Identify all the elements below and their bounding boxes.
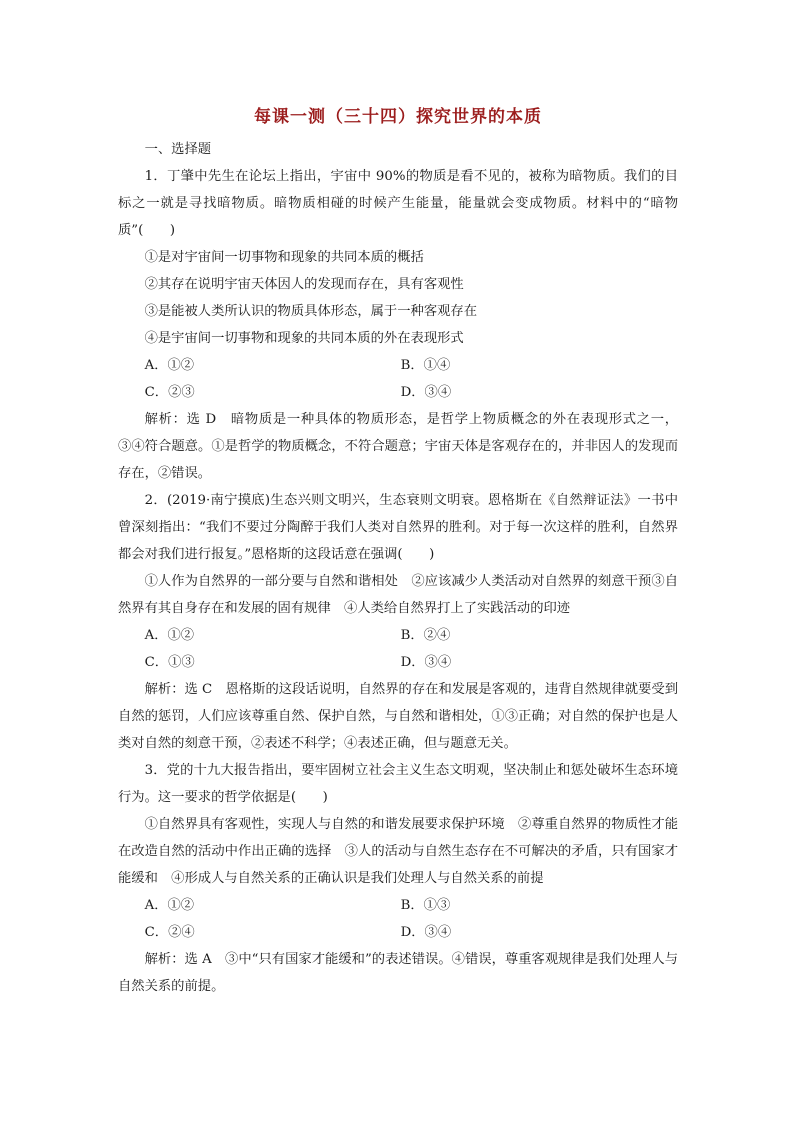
question-2-choice-d: D．③④ [400, 655, 452, 670]
question-3-stem: 3．党的十九大报告指出，要牢固树立社会主义生态文明观，坚决制止和惩处破坏生态环境行为。这一要求的哲学依据是( ) [118, 763, 678, 805]
question-2-stem: 2．(2019·南宁摸底)生态兴则文明兴，生态衰则文明衰。恩格斯在《自然辩证法》一书中曾深刻指出：“我们不要过分陶醉于我们人类对自然界的胜利。对于每一次这样的胜利，自然界都会对我们进行报复。”恩格斯的这段话意在强调( ) [118, 493, 678, 562]
question-1-choice-a: A．①② [144, 358, 195, 373]
question-3-choice-d: D．③④ [400, 925, 452, 940]
question-3-choices-row-1 [118, 892, 678, 919]
question-3-choice-a: A．①② [144, 898, 195, 913]
question-3-choices-row-2 [118, 919, 678, 946]
document-body [118, 136, 678, 1000]
question-1-choices-row-1 [118, 352, 678, 379]
question-2-choice-c: C．①③ [144, 655, 195, 670]
question-1-stem: 1．丁肇中先生在论坛上指出，宇宙中 90%的物质是看不见的，被称为暗物质。我们的目标之一就是寻找暗物质。暗物质相碰的时候产生能量，能量就会变成物质。材料中的“暗物质”( ) [118, 169, 678, 238]
question-3-options: ①自然界具有客观性，实现人与自然的和谐发展要求保护环境 ②尊重自然界的物质性才能在改造自然的活动中作出正确的选择 ③人的活动与自然生态存在不可解决的矛盾，只有国家才能缓和 ④形成人与自然关系的正确认识是我们处理人与自然关系的前提 [118, 817, 678, 886]
question-3-choice-c: C．②④ [144, 925, 195, 940]
question-1-choice-c: C．②③ [144, 385, 195, 400]
document-page [118, 0, 678, 1123]
question-2-options: ①人作为自然界的一部分要与自然和谐相处 ②应该减少人类活动对自然界的刻意干预③自然界有其自身存在和发展的固有规律 ④人类给自然界打上了实践活动的印迹 [118, 574, 678, 616]
question-1-choice-d: D．③④ [400, 385, 452, 400]
question-2-choices-row-2 [118, 649, 678, 676]
question-1-option-1: ①是对宇宙间一切事物和现象的共同本质的概括 [144, 250, 424, 265]
question-2-analysis: 解析：选 C 恩格斯的这段话说明，自然界的存在和发展是客观的，违背自然规律就要受到自然的惩罚，人们应该尊重自然、保护自然，与自然和谐相处，①③正确；对自然的保护也是人类对自然的刻意干预，②表述不科学；④表述正确，但与题意无关。 [118, 682, 678, 751]
question-2-choice-a: A．①② [144, 628, 195, 643]
question-2-choices-row-1 [118, 622, 678, 649]
question-3-choice-b: B．①③ [400, 898, 451, 913]
page-title: 每课一测（三十四）探究世界的本质 [254, 107, 542, 127]
question-1-option-2: ②其存在说明宇宙天体因人的发现而存在，具有客观性 [144, 277, 464, 292]
question-1-option-4: ④是宇宙间一切事物和现象的共同本质的外在表现形式 [144, 331, 464, 346]
question-1-analysis: 解析：选 D 暗物质是一种具体的物质形态，是哲学上物质概念的外在表现形式之一，③④符合题意。①是哲学的物质概念，不符合题意；宇宙天体是客观存在的，并非因人的发现而存在，②错误。 [118, 412, 678, 481]
question-1-choice-b: B．①④ [400, 358, 451, 373]
question-1-choices-row-2 [118, 379, 678, 406]
question-1-option-3: ③是能被人类所认识的物质具体形态，属于一种客观存在 [144, 304, 478, 319]
section-heading: 一、选择题 [144, 142, 212, 157]
question-2-choice-b: B．②④ [400, 628, 451, 643]
question-3-analysis: 解析：选 A ③中“只有国家才能缓和”的表述错误。④错误，尊重客观规律是我们处理人与自然关系的前提。 [118, 952, 678, 994]
